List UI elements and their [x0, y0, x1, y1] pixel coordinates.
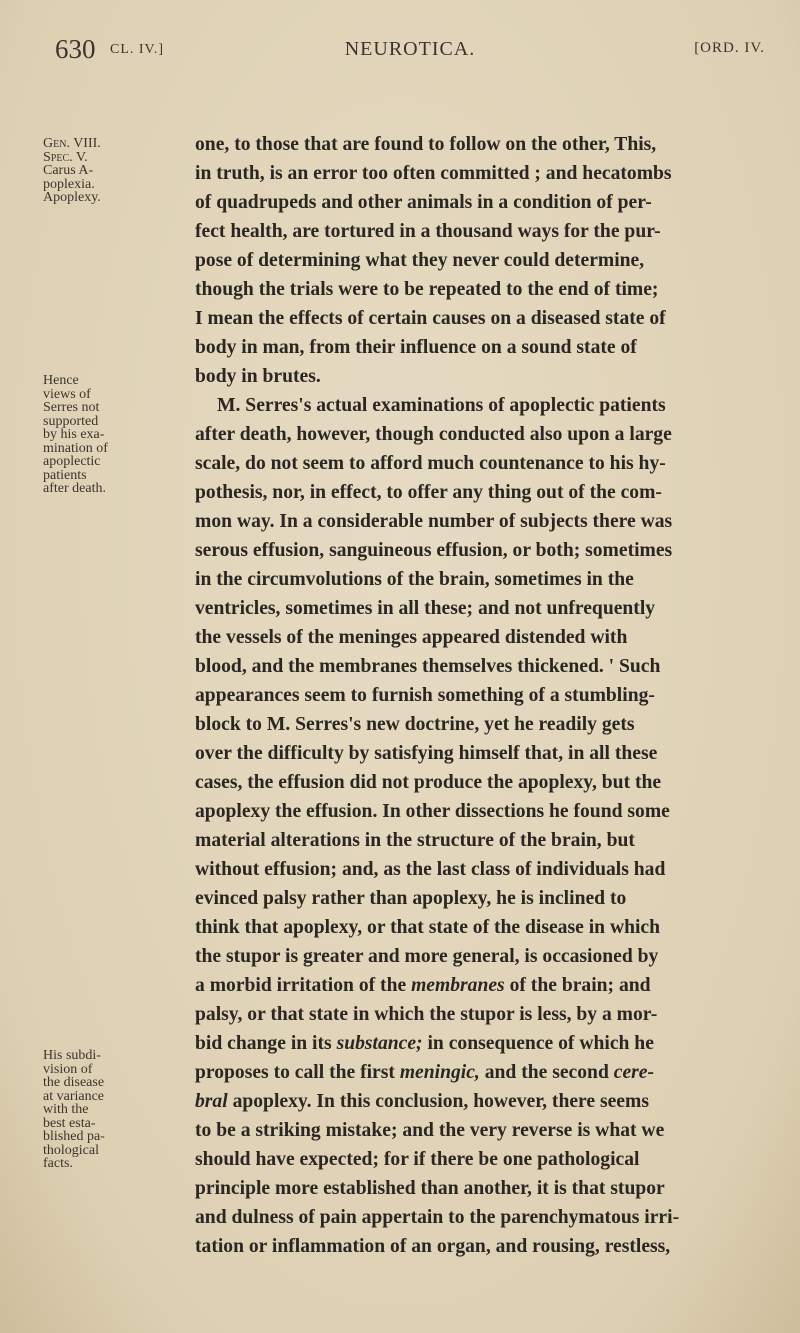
margin-note-line: Apoplexy. — [43, 190, 101, 205]
text-line — [195, 188, 767, 217]
margin-note-line: mination of — [43, 440, 108, 456]
text-line — [195, 159, 767, 188]
italic-text: cere- — [613, 1062, 654, 1083]
text-segment: and dulness of pain appertain to the parenchymatous irri- — [195, 1207, 680, 1228]
margin-note-line: with the — [43, 1102, 89, 1117]
text-segment: body in brutes. — [195, 366, 321, 387]
text-segment: mon way. In a considerable number of subjects there was — [195, 511, 673, 532]
text-segment: evinced palsy rather than apoplexy, he is inclined to — [195, 888, 627, 909]
text-segment: one, to those that are found to follow on the other, This, — [195, 134, 657, 155]
class-label: CL. IV.] — [110, 42, 165, 57]
margin-note-line: thological — [43, 1142, 99, 1158]
running-title: NEUROTICA. — [344, 38, 476, 60]
margin-note-line: best esta- — [43, 1115, 96, 1131]
text-line — [195, 1116, 767, 1145]
text-segment: after death, however, though conducted also upon a large — [195, 424, 672, 445]
margin-note-line: blished pa- — [43, 1129, 105, 1144]
text-segment: bid change in its — [195, 1033, 337, 1054]
text-segment: blood, and the membranes themselves thickened. ' Such — [195, 656, 661, 677]
text-segment: ventricles, sometimes in all these; and not unfrequently — [195, 598, 656, 619]
text-line — [195, 1058, 767, 1087]
text-segment: material alterations in the structure of the brain, but — [195, 830, 635, 851]
margin-note-line: poplexia. — [43, 176, 95, 192]
text-line — [195, 797, 767, 826]
italic-text: bral — [195, 1091, 228, 1112]
text-line — [195, 333, 767, 362]
margin-note-line: supported — [43, 413, 99, 429]
text-segment: of quadrupeds and other animals in a condition of per- — [195, 192, 652, 213]
margin-note-line: after death. — [43, 481, 106, 496]
text-line — [195, 1087, 767, 1116]
text-line — [195, 1029, 767, 1058]
italic-text: meningic, — [399, 1062, 480, 1083]
text-segment: pose of determining what they never could determine, — [195, 250, 645, 271]
text-line — [195, 130, 767, 159]
margin-note-genus — [43, 137, 193, 205]
text-segment: the stupor is greater and more general, is occasioned by — [195, 946, 659, 967]
text-segment: in consequence of which he — [422, 1033, 654, 1054]
text-line — [195, 855, 767, 884]
text-segment: though the trials were to be repeated to the end of time; — [195, 279, 659, 300]
running-header — [55, 34, 765, 64]
margin-note-serres-views — [43, 374, 193, 496]
text-segment: body in man, from their influence on a sound state of — [195, 337, 637, 358]
text-line — [195, 391, 767, 420]
text-segment: pothesis, nor, in effect, to offer any thing out of the com- — [195, 482, 662, 503]
margin-note-line: patients — [43, 467, 87, 483]
text-segment: apoplexy the effusion. In other dissections he found some — [195, 801, 670, 822]
text-line — [195, 246, 767, 275]
margin-note-line: the disease — [43, 1075, 105, 1090]
italic-text: substance; — [336, 1033, 423, 1054]
margin-note-line: by his exa- — [43, 427, 105, 442]
text-line — [195, 1145, 767, 1174]
text-line — [195, 1232, 767, 1261]
margin-note-line: Hence — [43, 373, 79, 388]
text-line — [195, 652, 767, 681]
text-line — [195, 884, 767, 913]
text-segment: scale, do not seem to afford much countenance to his hy- — [195, 453, 666, 474]
margin-note-line: Carus A- — [43, 163, 94, 178]
text-line — [195, 681, 767, 710]
text-segment: palsy, or that state in which the stupor is less, by a mor- — [195, 1004, 658, 1025]
margin-note-line: facts. — [43, 1156, 73, 1171]
text-segment: fect health, are tortured in a thousand ways for the pur- — [195, 221, 661, 242]
text-segment: of the brain; and — [504, 975, 651, 996]
text-line — [195, 971, 767, 1000]
text-segment: without effusion; and, as the last class of individuals had — [195, 859, 666, 880]
text-line — [195, 478, 767, 507]
text-line — [195, 1000, 767, 1029]
margin-note-line: Gen. VIII. — [43, 136, 101, 151]
text-segment: principle more established than another, it is that stupor — [195, 1178, 665, 1199]
text-segment: in the circumvolutions of the brain, sometimes in the — [195, 569, 634, 590]
text-line — [195, 1203, 767, 1232]
margin-note-line: Serres not — [43, 400, 100, 415]
text-segment: a morbid irritation of the — [195, 975, 412, 996]
margin-note-line: at variance — [43, 1088, 105, 1104]
text-line — [195, 449, 767, 478]
text-line — [195, 739, 767, 768]
text-segment: M. Serres's actual examinations of apoplectic patients — [217, 395, 666, 416]
italic-text: membranes — [411, 975, 505, 996]
text-segment: cases, the effusion did not produce the apoplexy, but the — [195, 772, 662, 793]
text-segment: I mean the effects of certain causes on a diseased state of — [195, 308, 666, 329]
text-segment: to be a striking mistake; and the very reverse is what we — [195, 1120, 665, 1141]
text-line — [195, 536, 767, 565]
text-segment: appearances seem to furnish something of a stumbling- — [195, 685, 655, 706]
text-line — [195, 942, 767, 971]
text-line — [195, 913, 767, 942]
page-number: 630 — [55, 34, 96, 64]
margin-note-subdivision — [43, 1049, 193, 1171]
text-line — [195, 1174, 767, 1203]
text-line — [195, 362, 767, 391]
text-line — [195, 594, 767, 623]
text-line — [195, 507, 767, 536]
margin-note-line: Spec. V. — [43, 149, 88, 165]
text-line — [195, 217, 767, 246]
text-segment: in truth, is an error too often committed ; and hecatombs — [195, 163, 672, 184]
text-segment: over the difficulty by satisfying himself that, in all these — [195, 743, 658, 764]
text-line — [195, 710, 767, 739]
body-text — [195, 130, 767, 1261]
text-segment: apoplexy. In this conclusion, however, there seems — [227, 1091, 649, 1112]
text-segment: serous effusion, sanguineous effusion, or both; sometimes — [195, 540, 673, 561]
text-line — [195, 826, 767, 855]
order-label: [ORD. IV. — [694, 40, 765, 56]
text-segment: think that apoplexy, or that state of the disease in which — [195, 917, 661, 938]
text-segment: proposes to call the first — [195, 1062, 400, 1083]
margin-note-line: views of — [43, 386, 91, 402]
text-segment: block to M. Serres's new doctrine, yet he readily gets — [195, 714, 635, 735]
text-line — [195, 275, 767, 304]
text-line — [195, 565, 767, 594]
text-segment: and the second — [479, 1062, 614, 1083]
text-segment: the vessels of the meninges appeared distended with — [195, 627, 628, 648]
text-segment: should have expected; for if there be one pathological — [195, 1149, 640, 1170]
text-segment: tation or inflammation of an organ, and rousing, restless, — [195, 1236, 671, 1257]
text-line — [195, 623, 767, 652]
text-line — [195, 768, 767, 797]
text-line — [195, 304, 767, 333]
margin-note-line: vision of — [43, 1061, 93, 1077]
margin-note-line: His subdi- — [43, 1048, 101, 1063]
margin-note-line: apoplectic — [43, 454, 101, 469]
text-line — [195, 420, 767, 449]
